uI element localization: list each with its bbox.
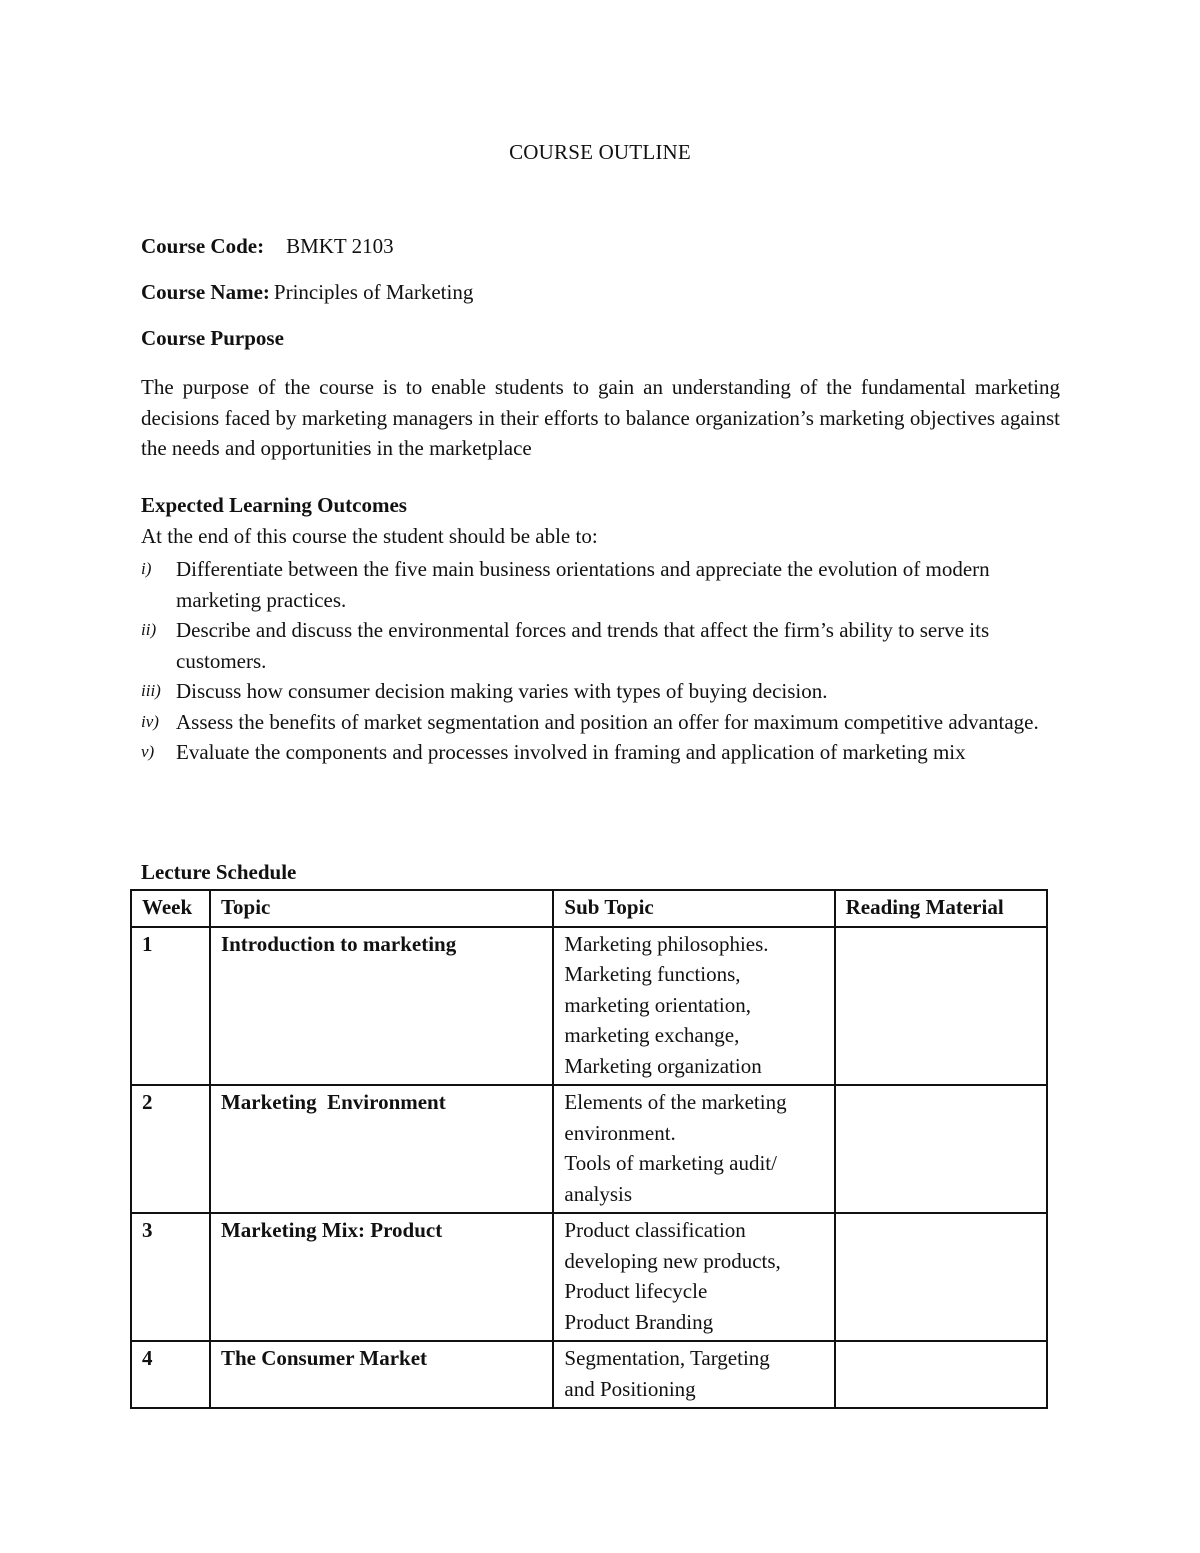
subtopic-line: analysis <box>564 1181 633 1206</box>
subtopic-line: Marketing organization <box>564 1053 762 1078</box>
outcomes-intro: At the end of this course the student should be able to: <box>141 524 598 548</box>
outcome-marker: v) <box>141 742 155 761</box>
subtopic-line: and Positioning <box>564 1376 696 1401</box>
subtopic-line: Elements of the marketing <box>564 1090 787 1114</box>
outcome-text: Differentiate between the five main business orientations and appreciate the evolution of modern marketing practices. <box>176 557 990 612</box>
column-header-reading-material: Reading Material <box>835 890 1047 927</box>
course-purpose-text: The purpose of the course is to enable students to gain an understanding of the fundamental marketing decisions faced by marketing managers in their efforts to balance organization’s marketing objectives against the needs and opportunities in the marketplace <box>141 375 1060 460</box>
outcome-text: Assess the benefits of market segmentation and position an offer for maximum competitive advantage. <box>176 709 1039 734</box>
reading-material-cell <box>835 927 1047 1086</box>
outcome-text: Describe and discuss the environmental forces and trends that affect the firm’s ability to serve its customers. <box>176 618 990 673</box>
reading-material-cell <box>835 1341 1047 1408</box>
outcome-item <box>141 737 1041 768</box>
subtopic-cell <box>553 927 834 1086</box>
subtopic-line: Product lifecycle <box>564 1279 708 1303</box>
subtopic-line: environment. <box>564 1120 676 1145</box>
subtopic-line: Tools of marketing audit/ <box>564 1151 777 1175</box>
outcome-item <box>141 707 1041 738</box>
outcome-marker: i) <box>141 559 152 578</box>
reading-material-cell <box>835 1085 1047 1213</box>
topic-cell: Marketing Environment <box>210 1085 553 1213</box>
course-name-field <box>141 280 473 305</box>
topic-cell: Introduction to marketing <box>210 927 553 1086</box>
course-code-value: BMKT 2103 <box>286 234 394 258</box>
outcome-marker: ii) <box>141 620 157 639</box>
outcomes-heading: Expected Learning Outcomes <box>141 493 407 517</box>
outcome-text: Discuss how consumer decision making varies with types of buying decision. <box>176 679 828 703</box>
week-cell: 1 <box>131 927 210 1086</box>
topic-cell: Marketing Mix: Product <box>210 1213 553 1341</box>
outcome-item <box>141 676 1041 707</box>
week-cell: 4 <box>131 1341 210 1408</box>
page-title: COURSE OUTLINE <box>509 140 691 164</box>
reading-material-cell <box>835 1213 1047 1341</box>
outcome-item <box>141 615 1041 676</box>
course-code-label: Course Code: <box>141 234 265 258</box>
subtopic-cell <box>553 1341 834 1408</box>
outcome-marker: iii) <box>141 681 161 700</box>
subtopic-cell <box>553 1213 834 1341</box>
column-header-week: Week <box>131 890 210 927</box>
course-purpose-heading: Course Purpose <box>141 326 284 350</box>
outcome-item <box>141 554 1041 615</box>
subtopic-line: Segmentation, Targeting <box>564 1346 770 1370</box>
outcome-marker: iv) <box>141 711 159 731</box>
subtopic-line: Marketing functions, <box>564 962 741 986</box>
subtopic-line: marketing orientation, <box>564 992 752 1017</box>
subtopic-line: Product Branding <box>564 1309 714 1334</box>
week-cell: 3 <box>131 1213 210 1341</box>
subtopic-line: Marketing philosophies. <box>564 931 769 956</box>
subtopic-line: Product classification <box>564 1218 746 1242</box>
schedule-heading: Lecture Schedule <box>141 860 297 884</box>
topic-cell: The Consumer Market <box>210 1341 553 1408</box>
table-row <box>131 1341 1047 1408</box>
course-code-field <box>141 234 394 259</box>
outcomes-list <box>141 554 1041 768</box>
subtopic-line: marketing exchange, <box>564 1023 740 1047</box>
column-header-topic: Topic <box>210 890 553 927</box>
outcome-text: Evaluate the components and processes involved in framing and application of marketing mix <box>176 740 966 764</box>
lecture-schedule-table <box>130 889 1048 1409</box>
column-header-sub-topic: Sub Topic <box>553 890 834 927</box>
table-row <box>131 1213 1047 1341</box>
course-name-label: Course Name: <box>141 280 270 304</box>
subtopic-cell <box>553 1085 834 1213</box>
table-row <box>131 1085 1047 1213</box>
week-cell: 2 <box>131 1085 210 1213</box>
subtopic-line: developing new products, <box>564 1248 781 1273</box>
table-header-row <box>131 890 1047 927</box>
table-row <box>131 927 1047 1086</box>
course-name-value: Principles of Marketing <box>273 280 474 304</box>
